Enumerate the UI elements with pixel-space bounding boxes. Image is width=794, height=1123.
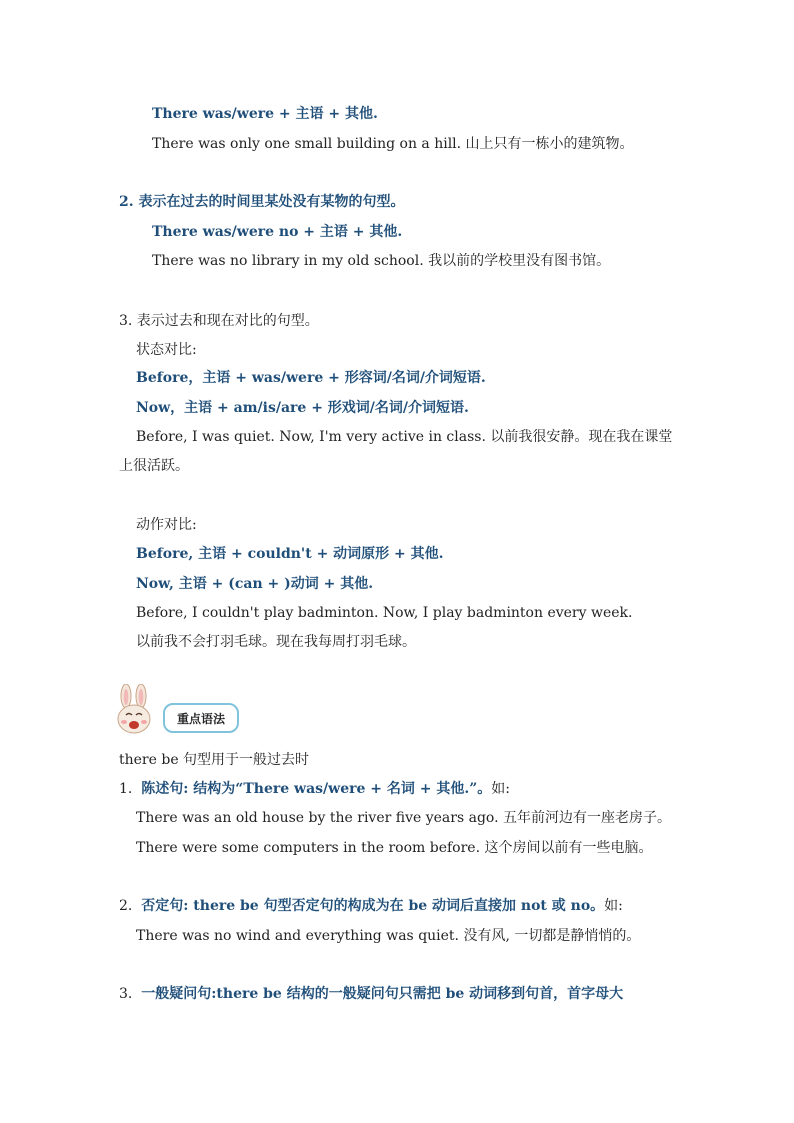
grammar-point-1-rule: 陈述句: 结构为“There was/were + 名词 + 其他.”。 [141, 781, 492, 797]
grammar-point-3-rule: 一般疑问句:there be 结构的一般疑问句只需把 be 动词移到句首，首字母大 [141, 986, 624, 1002]
pattern-there-was-were-no: There was/were no + 主语 + 其他. [152, 224, 403, 240]
heading-contrast: 3. 表示过去和现在对比的句型。 [119, 313, 319, 329]
example-old-house: There was an old house by the river five years ago. 五年前河边有一座老房子。 [136, 810, 671, 826]
grammar-intro: there be 句型用于一般过去时 [119, 752, 310, 768]
example-state-line-1: Before, I was quiet. Now, I'm very active in class. 以前我很安静。现在我在课堂 [136, 429, 673, 445]
example-computers: There were some computers in the room before. 这个房间以前有一些电脑。 [136, 840, 653, 856]
grammar-point-2-tail: 如: [604, 898, 623, 914]
pattern-state-before: Before，主语 + was/were + 形容词/名词/介词短语. [136, 370, 486, 386]
heading-negative-past: 2. 表示在过去的时间里某处没有某物的句型。 [119, 194, 405, 210]
grammar-point-3 [119, 984, 623, 1004]
grammar-point-2 [119, 896, 623, 916]
example-state-line-2: 上很活跃。 [119, 458, 189, 474]
grammar-point-1-tail: 如: [491, 781, 510, 797]
example-action-en: Before, I couldn't play badminton. Now, I play badminton every week. [136, 605, 633, 621]
grammar-point-3-number: 3. [119, 986, 133, 1002]
example-no-wind: There was no wind and everything was quiet. 没有风, 一切都是静悄悄的。 [136, 928, 641, 944]
example-action-cn: 以前我不会打羽毛球。现在我每周打羽毛球。 [136, 634, 416, 650]
pattern-action-before: Before, 主语 + couldn't + 动词原形 + 其他. [136, 546, 444, 562]
example-no-library: There was no library in my old school. 我以前的学校里没有图书馆。 [152, 253, 611, 269]
grammar-point-1 [119, 779, 510, 799]
pattern-there-was-were: There was/were + 主语 + 其他. [152, 106, 378, 122]
state-contrast-label: 状态对比: [136, 342, 197, 358]
grammar-point-1-number: 1. [119, 781, 133, 797]
key-grammar-badge-label: 重点语法 [176, 711, 225, 726]
grammar-point-2-rule: 否定句: there be 句型否定句的构成为在 be 动词后直接加 not 或 no。 [141, 898, 605, 914]
bunny-mascot-icon [108, 684, 160, 736]
action-contrast-label: 动作对比: [136, 517, 197, 533]
example-small-building: There was only one small building on a hill. 山上只有一栋小的建筑物。 [152, 136, 634, 152]
pattern-action-now: Now, 主语 + (can + )动词 + 其他. [136, 576, 374, 592]
grammar-point-2-number: 2. [119, 898, 133, 914]
key-grammar-badge [163, 703, 239, 733]
pattern-state-now: Now，主语 + am/is/are + 形戏词/名词/介词短语. [136, 400, 469, 416]
